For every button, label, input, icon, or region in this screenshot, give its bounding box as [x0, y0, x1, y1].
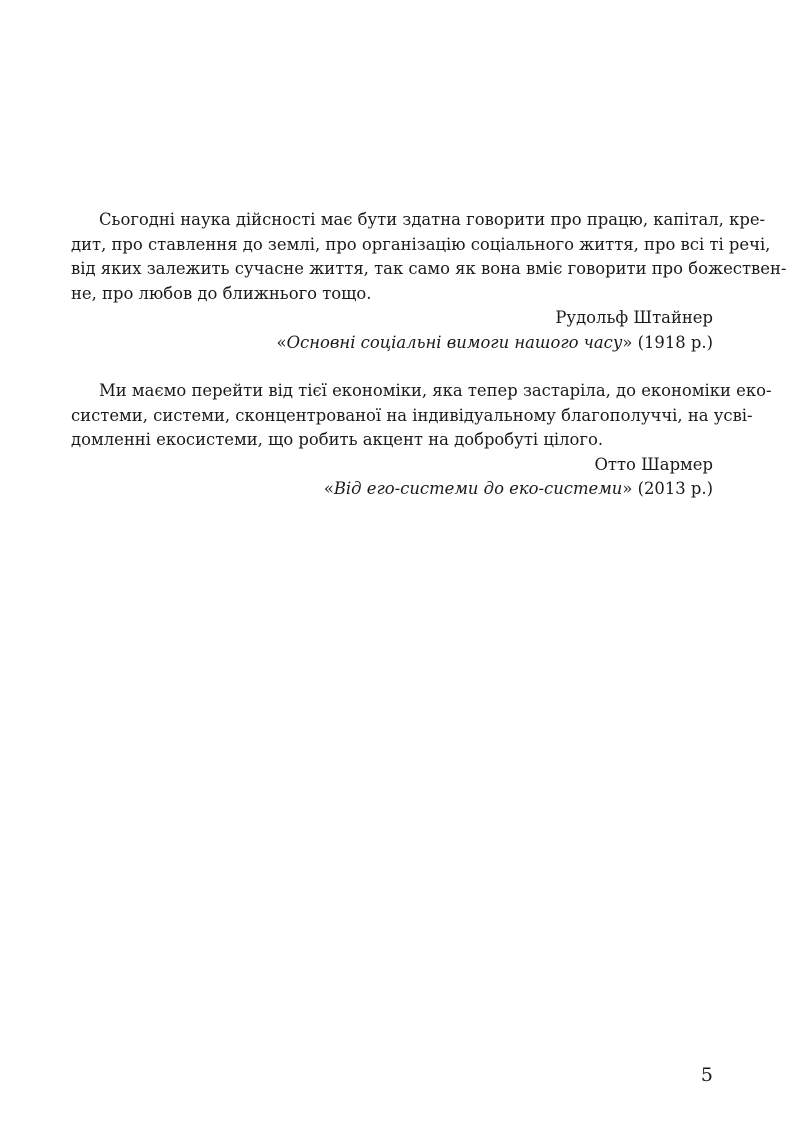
epigraph-steiner [71, 208, 787, 355]
page-number: 5 [700, 1064, 713, 1086]
quote-author: Отто Шармер [594, 454, 713, 474]
open-quote-mark: « [323, 479, 334, 498]
quote-line: не, про любов до ближнього тощо. [71, 283, 372, 303]
work-title: Від его-системи до еко-системи [333, 479, 623, 498]
close-quote-mark: » [622, 479, 633, 498]
quote-line: від яких залежить сучасне життя, так само як вона вміє говорити про божествен- [71, 259, 787, 278]
source-year: (1918 р.) [632, 332, 713, 352]
quote-line: домленні екосистеми, що робить акцент на добробуті цілого. [71, 430, 604, 449]
quote-line: Ми маємо перейти від тієї економіки, яка тепер застаріла, до економіки еко- [99, 381, 772, 400]
quote-line: дит, про ставлення до землі, про організацію соціального життя, про всі ті речі, [71, 234, 771, 254]
quote-author: Рудольф Штайнер [555, 308, 713, 327]
source-year: (2013 р.) [632, 479, 713, 498]
quote-source [71, 331, 713, 356]
quote-line: системи, системи, сконцентрованої на індивідуальному благополуччі, на усві- [71, 405, 753, 425]
quote-source [71, 477, 713, 502]
quote-line: Сьогодні наука дійсності має бути здатна говорити про працю, капітал, кре- [99, 210, 766, 229]
close-quote-mark: » [622, 332, 633, 352]
epigraph-scharmer [71, 379, 772, 502]
work-title: Основні соціальні вимоги нашого часу [286, 332, 623, 352]
open-quote-mark: « [276, 332, 287, 352]
